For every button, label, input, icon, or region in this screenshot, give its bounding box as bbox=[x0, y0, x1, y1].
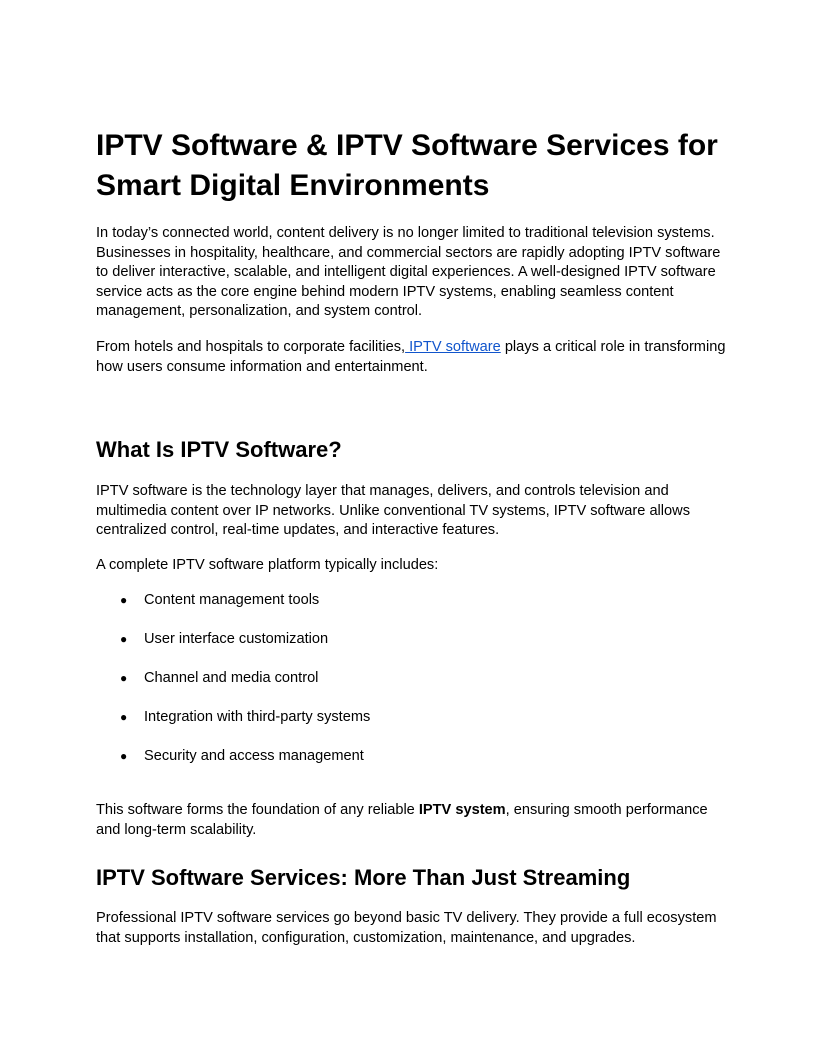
intro-paragraph: In today’s connected world, content delivery is no longer limited to traditional television systems. Businesses in hospitality, healthcare, and commercial sectors are rapidly adopting IPTV software to deliver interactive, scalable, and intelligent digital experiences. A well-designed IPTV software service acts as the core engine behind modern IPTV systems, enabling seamless content management, personalization, and system control. bbox=[96, 225, 721, 319]
bullet-icon: ● bbox=[120, 710, 128, 724]
list-item-text: Channel and media control bbox=[144, 670, 319, 686]
section1-closing-paragraph bbox=[96, 801, 726, 840]
features-list bbox=[96, 591, 726, 786]
paragraph-text-before-link: From hotels and hospitals to corporate facilities, bbox=[96, 339, 406, 355]
closing-text-before-bold: This software forms the foundation of any reliable bbox=[96, 802, 419, 818]
list-item bbox=[96, 669, 726, 708]
list-item bbox=[96, 708, 726, 747]
bold-term: IPTV system bbox=[418, 802, 506, 818]
document-title: IPTV Software & IPTV Software Services for Smart Digital Environments bbox=[96, 129, 718, 202]
section-heading-what-is-iptv: What Is IPTV Software? bbox=[96, 437, 342, 462]
list-item bbox=[96, 747, 726, 786]
list-item-text: Integration with third-party systems bbox=[144, 709, 371, 725]
bullet-icon: ● bbox=[120, 671, 128, 685]
iptv-software-link[interactable]: IPTV software bbox=[405, 339, 501, 355]
paragraph-with-link bbox=[96, 338, 726, 377]
section-heading-software-services: IPTV Software Services: More Than Just Streaming bbox=[96, 865, 631, 890]
bullet-icon: ● bbox=[120, 632, 128, 646]
section2-paragraph: Professional IPTV software services go beyond basic TV delivery. They provide a full ecosystem that supports installation, configuration, customization, maintenance, and upgrades. bbox=[96, 910, 717, 946]
bullet-icon: ● bbox=[120, 749, 128, 763]
list-item-text: Security and access management bbox=[144, 748, 364, 764]
closing-text-after-bold: , ensuring smooth performance and long-term scalability. bbox=[96, 802, 708, 838]
list-item bbox=[96, 591, 726, 630]
section1-paragraph: IPTV software is the technology layer that manages, delivers, and controls television and multimedia content over IP networks. Unlike conventional TV systems, IPTV software allows centralized control, real-time updates, and interactive features. bbox=[96, 483, 690, 538]
paragraph-text-after-link: plays a critical role in transforming how users consume information and entertainment. bbox=[96, 339, 726, 375]
bullet-icon: ● bbox=[120, 593, 128, 607]
list-item-text: Content management tools bbox=[144, 592, 320, 608]
list-intro: A complete IPTV software platform typically includes: bbox=[96, 557, 439, 573]
list-item-text: User interface customization bbox=[144, 631, 329, 647]
list-item bbox=[96, 630, 726, 669]
